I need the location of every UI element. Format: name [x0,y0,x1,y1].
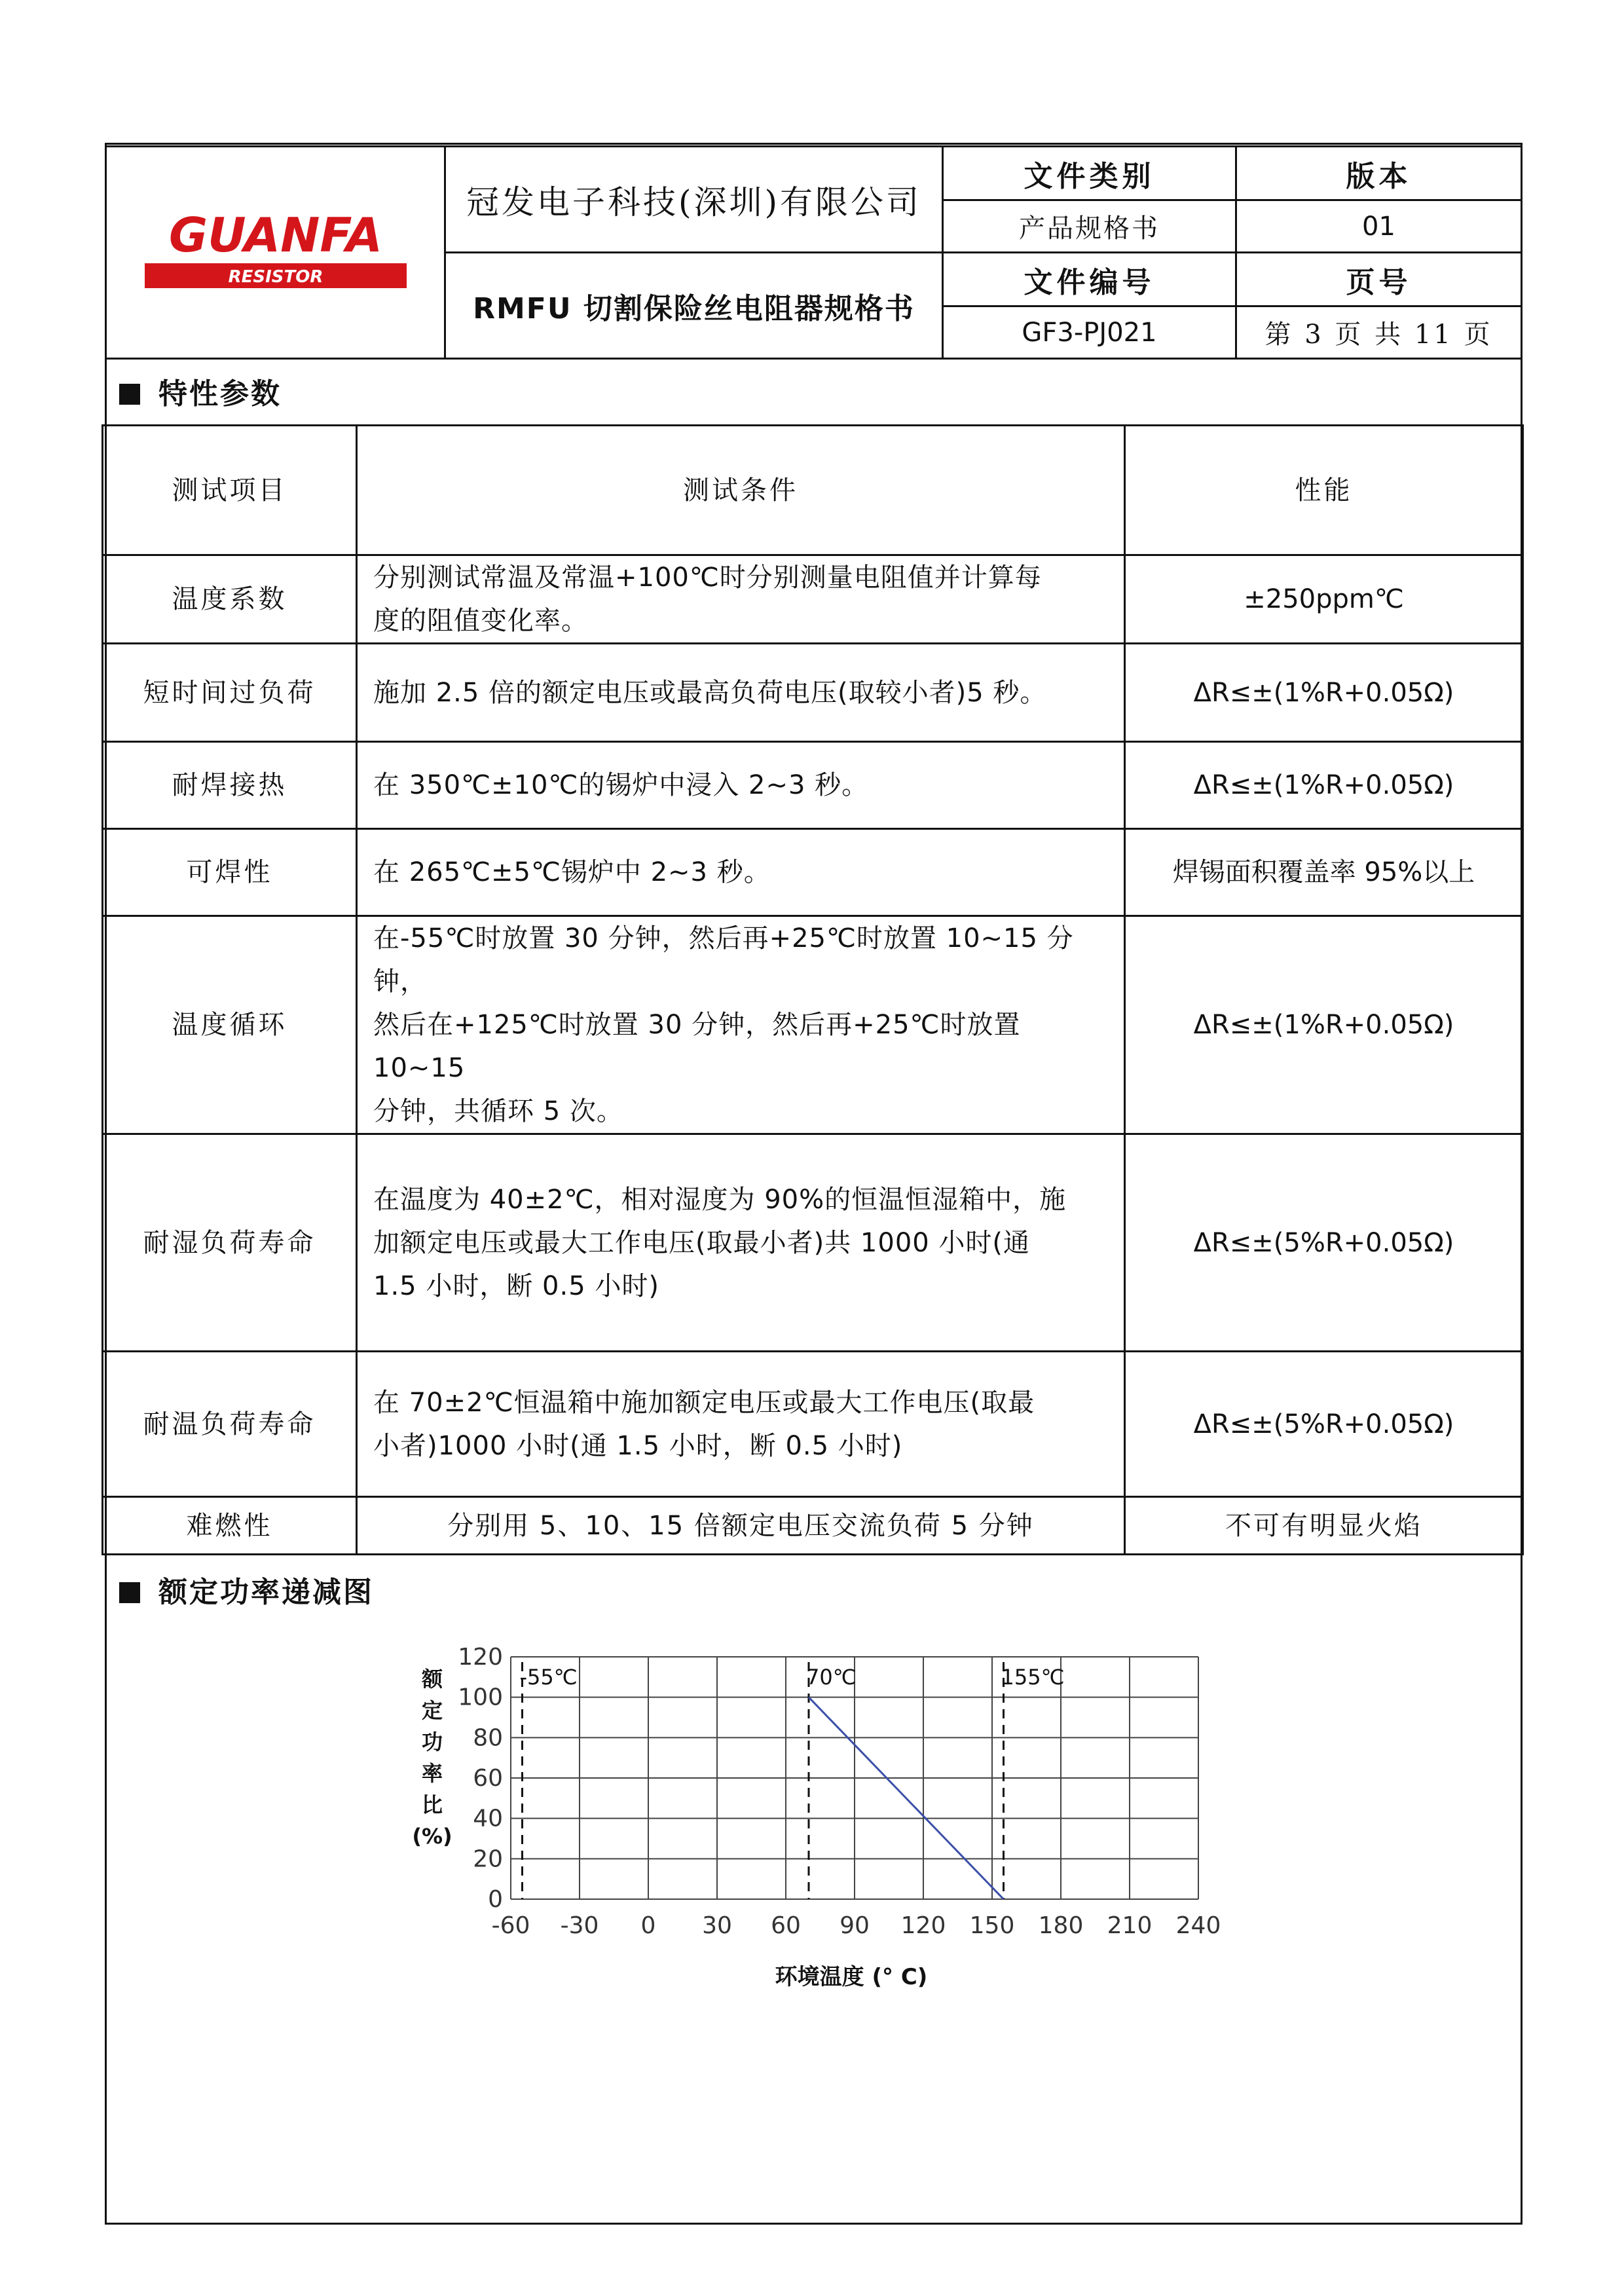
y-tick-label: 0 [488,1886,503,1913]
test-item: 温度循环 [103,916,357,1134]
x-tick-label: 90 [840,1912,870,1939]
bullet-square-icon [119,384,140,405]
x-tick-label: -30 [560,1912,599,1939]
x-tick-label: 240 [1175,1912,1221,1939]
y-axis-label-char: 额 [421,1667,443,1692]
header-item: 测试项目 [103,426,357,555]
y-axis-label-char: 比 [421,1792,443,1817]
test-item: 耐湿负荷寿命 [103,1134,357,1352]
table-row [103,1352,1523,1497]
derating-chart [393,1618,1310,2010]
y-axis-label-char: (%) [412,1824,452,1849]
test-performance: ΔR≤±(1%R+0.05Ω) [1125,742,1523,829]
section-title: 额定功率递减图 [158,1576,374,1609]
x-tick-label: 0 [640,1912,656,1939]
annotation-label: -55℃ [519,1665,578,1690]
guanfa-logo [132,206,420,297]
table-row [103,829,1523,916]
logo-sub: RESISTOR [228,267,323,287]
test-performance: ΔR≤±(5%R+0.05Ω) [1125,1134,1523,1352]
x-axis-label: 环境温度 (° C) [775,1964,928,1990]
doc-no-value: GF3-PJ021 [943,306,1236,359]
section-title: 特性参数 [158,377,282,411]
x-tick-label: 180 [1038,1912,1084,1939]
y-axis-label-char: 功 [421,1730,443,1754]
table-row [103,1497,1523,1555]
company-name: 冠发电子科技(深圳)有限公司 [445,147,943,253]
test-performance: ΔR≤±(1%R+0.05Ω) [1125,916,1523,1134]
x-tick-label: 120 [900,1912,946,1939]
series-line [809,1697,1004,1899]
y-axis-label-char: 定 [421,1698,443,1723]
test-condition: 分别测试常温及常温+100℃时分别测量电阻值并计算每 度的阻值变化率。 [357,555,1125,644]
table-row [103,916,1523,1134]
test-item: 耐焊接热 [103,742,357,829]
y-axis-label-char: 率 [421,1761,443,1786]
table-row [103,1134,1523,1352]
page-value: 第 3 页 共 11 页 [1236,306,1522,359]
doc-subtitle: RMFU 切割保险丝电阻器规格书 [445,253,943,359]
test-performance: 不可有明显火焰 [1125,1497,1523,1555]
header-performance: 性能 [1125,426,1523,555]
test-performance: ±250ppm℃ [1125,555,1523,644]
test-item: 难燃性 [103,1497,357,1555]
test-performance: 焊锡面积覆盖率 95%以上 [1125,829,1523,916]
section-characteristics [119,370,282,412]
page-label: 页号 [1236,253,1522,306]
version-value: 01 [1236,200,1522,253]
test-item: 温度系数 [103,555,357,644]
characteristics-table [101,424,1524,1555]
table-header-row [103,426,1523,555]
test-condition: 在 350℃±10℃的锡炉中浸入 2~3 秒。 [357,742,1125,829]
test-performance: ΔR≤±(5%R+0.05Ω) [1125,1352,1523,1497]
y-tick-label: 120 [458,1644,503,1671]
test-item: 可焊性 [103,829,357,916]
x-tick-label: 60 [771,1912,801,1939]
version-label: 版本 [1236,147,1522,200]
logo-brand: GUANFA [168,207,382,263]
table-row [103,742,1523,829]
test-condition: 在温度为 40±2℃，相对湿度为 90%的恒温恒湿箱中，施 加额定电压或最大工作电压(取最小者)共 1000 小时(通 1.5 小时，断 0.5 小时) [357,1134,1125,1352]
annotation-label: 155℃ [1001,1665,1065,1690]
test-condition: 在 265℃±5℃锡炉中 2~3 秒。 [357,829,1125,916]
logo-cell [106,147,445,359]
table-row [103,644,1523,742]
y-tick-label: 40 [473,1805,503,1832]
doc-type-value: 产品规格书 [943,200,1236,253]
table-row [103,555,1523,644]
test-condition: 分别用 5、10、15 倍额定电压交流负荷 5 分钟 [357,1497,1125,1555]
test-condition: 在-55℃时放置 30 分钟，然后再+25℃时放置 10~15 分钟， 然后在+125℃时放置 30 分钟，然后再+25℃时放置 10~15 分钟，共循环 5 次。 [357,916,1125,1134]
x-tick-label: 150 [969,1912,1015,1939]
test-condition: 在 70±2℃恒温箱中施加额定电压或最大工作电压(取最 小者)1000 小时(通 1.5 小时，断 0.5 小时) [357,1352,1125,1497]
test-performance: ΔR≤±(1%R+0.05Ω) [1125,644,1523,742]
test-condition: 施加 2.5 倍的额定电压或最高负荷电压(取较小者)5 秒。 [357,644,1125,742]
y-tick-label: 20 [473,1845,503,1873]
doc-no-label: 文件编号 [943,253,1236,306]
document-header [105,145,1522,360]
section-derating [119,1568,374,1610]
x-tick-label: -60 [491,1912,530,1939]
header-condition: 测试条件 [357,426,1125,555]
annotation-label: 70℃ [806,1665,857,1690]
y-tick-label: 60 [473,1765,503,1792]
doc-type-label: 文件类别 [943,147,1236,200]
x-tick-label: 210 [1107,1912,1153,1939]
y-tick-label: 80 [473,1724,503,1752]
x-tick-label: 30 [702,1912,732,1939]
bullet-square-icon [119,1582,140,1603]
test-item: 短时间过负荷 [103,644,357,742]
test-item: 耐温负荷寿命 [103,1352,357,1497]
y-tick-label: 100 [458,1684,503,1711]
